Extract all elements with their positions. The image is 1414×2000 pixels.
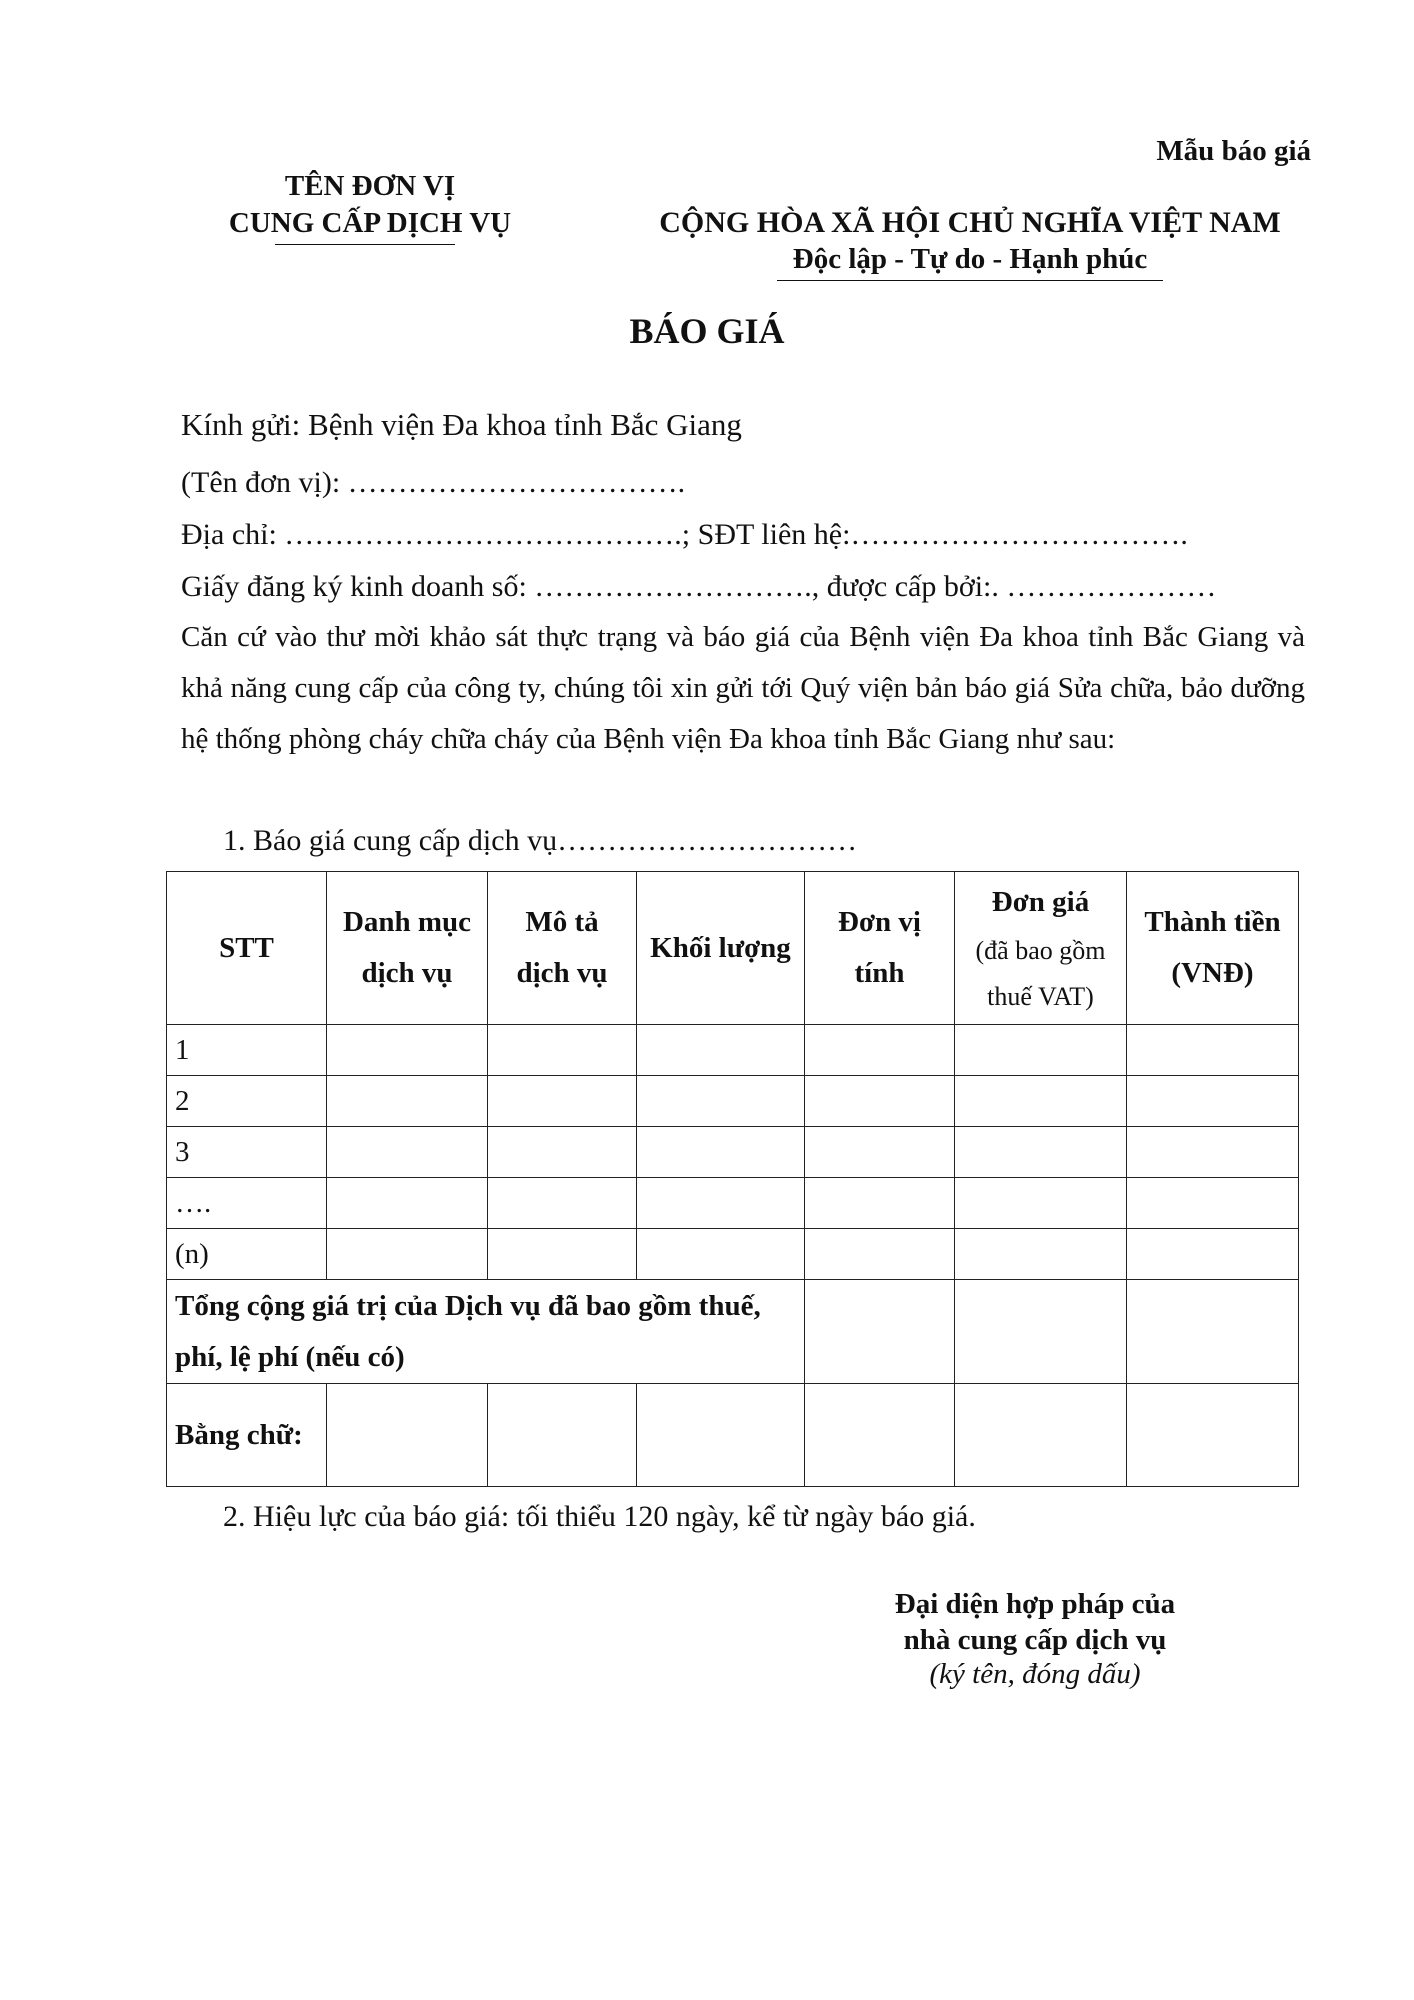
table-row [167,1127,1299,1178]
table-cell [637,1178,805,1229]
table-row [167,1178,1299,1229]
table-cell [805,1229,955,1280]
table-cell [805,1127,955,1178]
national-motto: Độc lập - Tự do - Hạnh phúc [792,243,1148,275]
table-cell [637,1384,805,1487]
table-cell [1127,1025,1299,1076]
table-cell [1127,1229,1299,1280]
row-stt: (n) [167,1229,327,1280]
table-cell [1127,1178,1299,1229]
table-cell [327,1384,488,1487]
total-label: Tổng cộng giá trị của Dịch vụ đã bao gồm thuế, phí, lệ phí (nếu có) [167,1280,805,1384]
signature-note: (ký tên, đóng dấu) [929,1658,1141,1690]
organization-underline [275,244,455,245]
table-cell [805,1280,955,1384]
table-row [167,1025,1299,1076]
organization-name-line2: CUNG CẤP DỊCH VỤ [228,207,512,239]
table-cell [488,1178,637,1229]
unit-name-field: (Tên đơn vị): ……………………………. [181,466,686,499]
section-2-validity: 2. Hiệu lực của báo giá: tối thiểu 120 ngày, kể từ ngày báo giá. [223,1500,976,1533]
row-stt: 2 [167,1076,327,1127]
total-row [167,1280,1299,1384]
motto-underline [777,280,1163,281]
row-stt: …. [167,1178,327,1229]
header-unit-price-label: Đơn giá [991,885,1090,918]
table-cell [327,1229,488,1280]
table-cell [488,1076,637,1127]
table-cell [637,1127,805,1178]
national-title: CỘNG HÒA XÃ HỘI CHỦ NGHĨA VIỆT NAM [659,206,1281,239]
table-header-row [167,872,1299,1025]
table-cell [955,1127,1127,1178]
header-unit-price [955,872,1127,1025]
table-cell [1127,1127,1299,1178]
form-code: Mẫu báo giá [1156,135,1311,167]
header-stt: STT [167,872,327,1025]
table-cell [805,1384,955,1487]
row-stt: 3 [167,1127,327,1178]
table-cell [955,1280,1127,1384]
table-cell [805,1178,955,1229]
header-category: Danh mục dịch vụ [327,872,488,1025]
row-stt: 1 [167,1025,327,1076]
document-title: BÁO GIÁ [629,311,785,351]
table-row [167,1229,1299,1280]
organization-name [205,168,535,242]
organization-name-line1: TÊN ĐƠN VỊ [284,170,456,202]
table-cell [805,1076,955,1127]
table-cell [955,1229,1127,1280]
header-quantity: Khối lượng [637,872,805,1025]
signature-title-line1: Đại diện hợp pháp của [894,1588,1176,1620]
quotation-table [166,871,1299,1487]
section-1-heading: 1. Báo giá cung cấp dịch vụ………………………… [223,824,858,857]
table-cell [488,1229,637,1280]
header-description: Mô tả dịch vụ [488,872,637,1025]
table-cell [488,1025,637,1076]
signature-title-line2: nhà cung cấp dịch vụ [903,1624,1167,1656]
table-cell [327,1025,488,1076]
business-license-field: Giấy đăng ký kinh doanh số: ………………………., được cấp bởi:. ………………… [181,570,1217,603]
header-unit-price-note: (đã bao gồm thuế VAT) [975,935,1106,1011]
in-words-row [167,1384,1299,1487]
intro-paragraph: Căn cứ vào thư mời khảo sát thực trạng và báo giá của Bệnh viện Đa khoa tỉnh Bắc Giang và khả năng cung cấp của công ty, chúng tôi xin gửi tới Quý viện bản báo giá Sửa chữa, bảo dưỡng hệ thống phòng cháy chữa cháy của Bệnh viện Đa khoa tỉnh Bắc Giang như sau: [181,621,1305,755]
header-total: Thành tiền (VNĐ) [1127,872,1299,1025]
table-cell [955,1384,1127,1487]
table-cell [955,1178,1127,1229]
table-cell [637,1229,805,1280]
table-cell [955,1076,1127,1127]
signature-title [830,1586,1240,1658]
table-cell [805,1025,955,1076]
table-cell [1127,1384,1299,1487]
table-cell [488,1384,637,1487]
table-cell [1127,1280,1299,1384]
in-words-label: Bằng chữ: [167,1384,327,1487]
table-cell [955,1025,1127,1076]
table-cell [488,1127,637,1178]
table-cell [1127,1076,1299,1127]
table-cell [637,1076,805,1127]
table-cell [327,1178,488,1229]
table-row [167,1076,1299,1127]
table-cell [637,1025,805,1076]
address-field: Địa chỉ: ………………………………….; SĐT liên hệ:……………………………. [181,518,1188,551]
table-cell [327,1076,488,1127]
table-cell [327,1127,488,1178]
header-unit: Đơn vị tính [805,872,955,1025]
recipient-line: Kính gửi: Bệnh viện Đa khoa tỉnh Bắc Giang [181,407,742,442]
